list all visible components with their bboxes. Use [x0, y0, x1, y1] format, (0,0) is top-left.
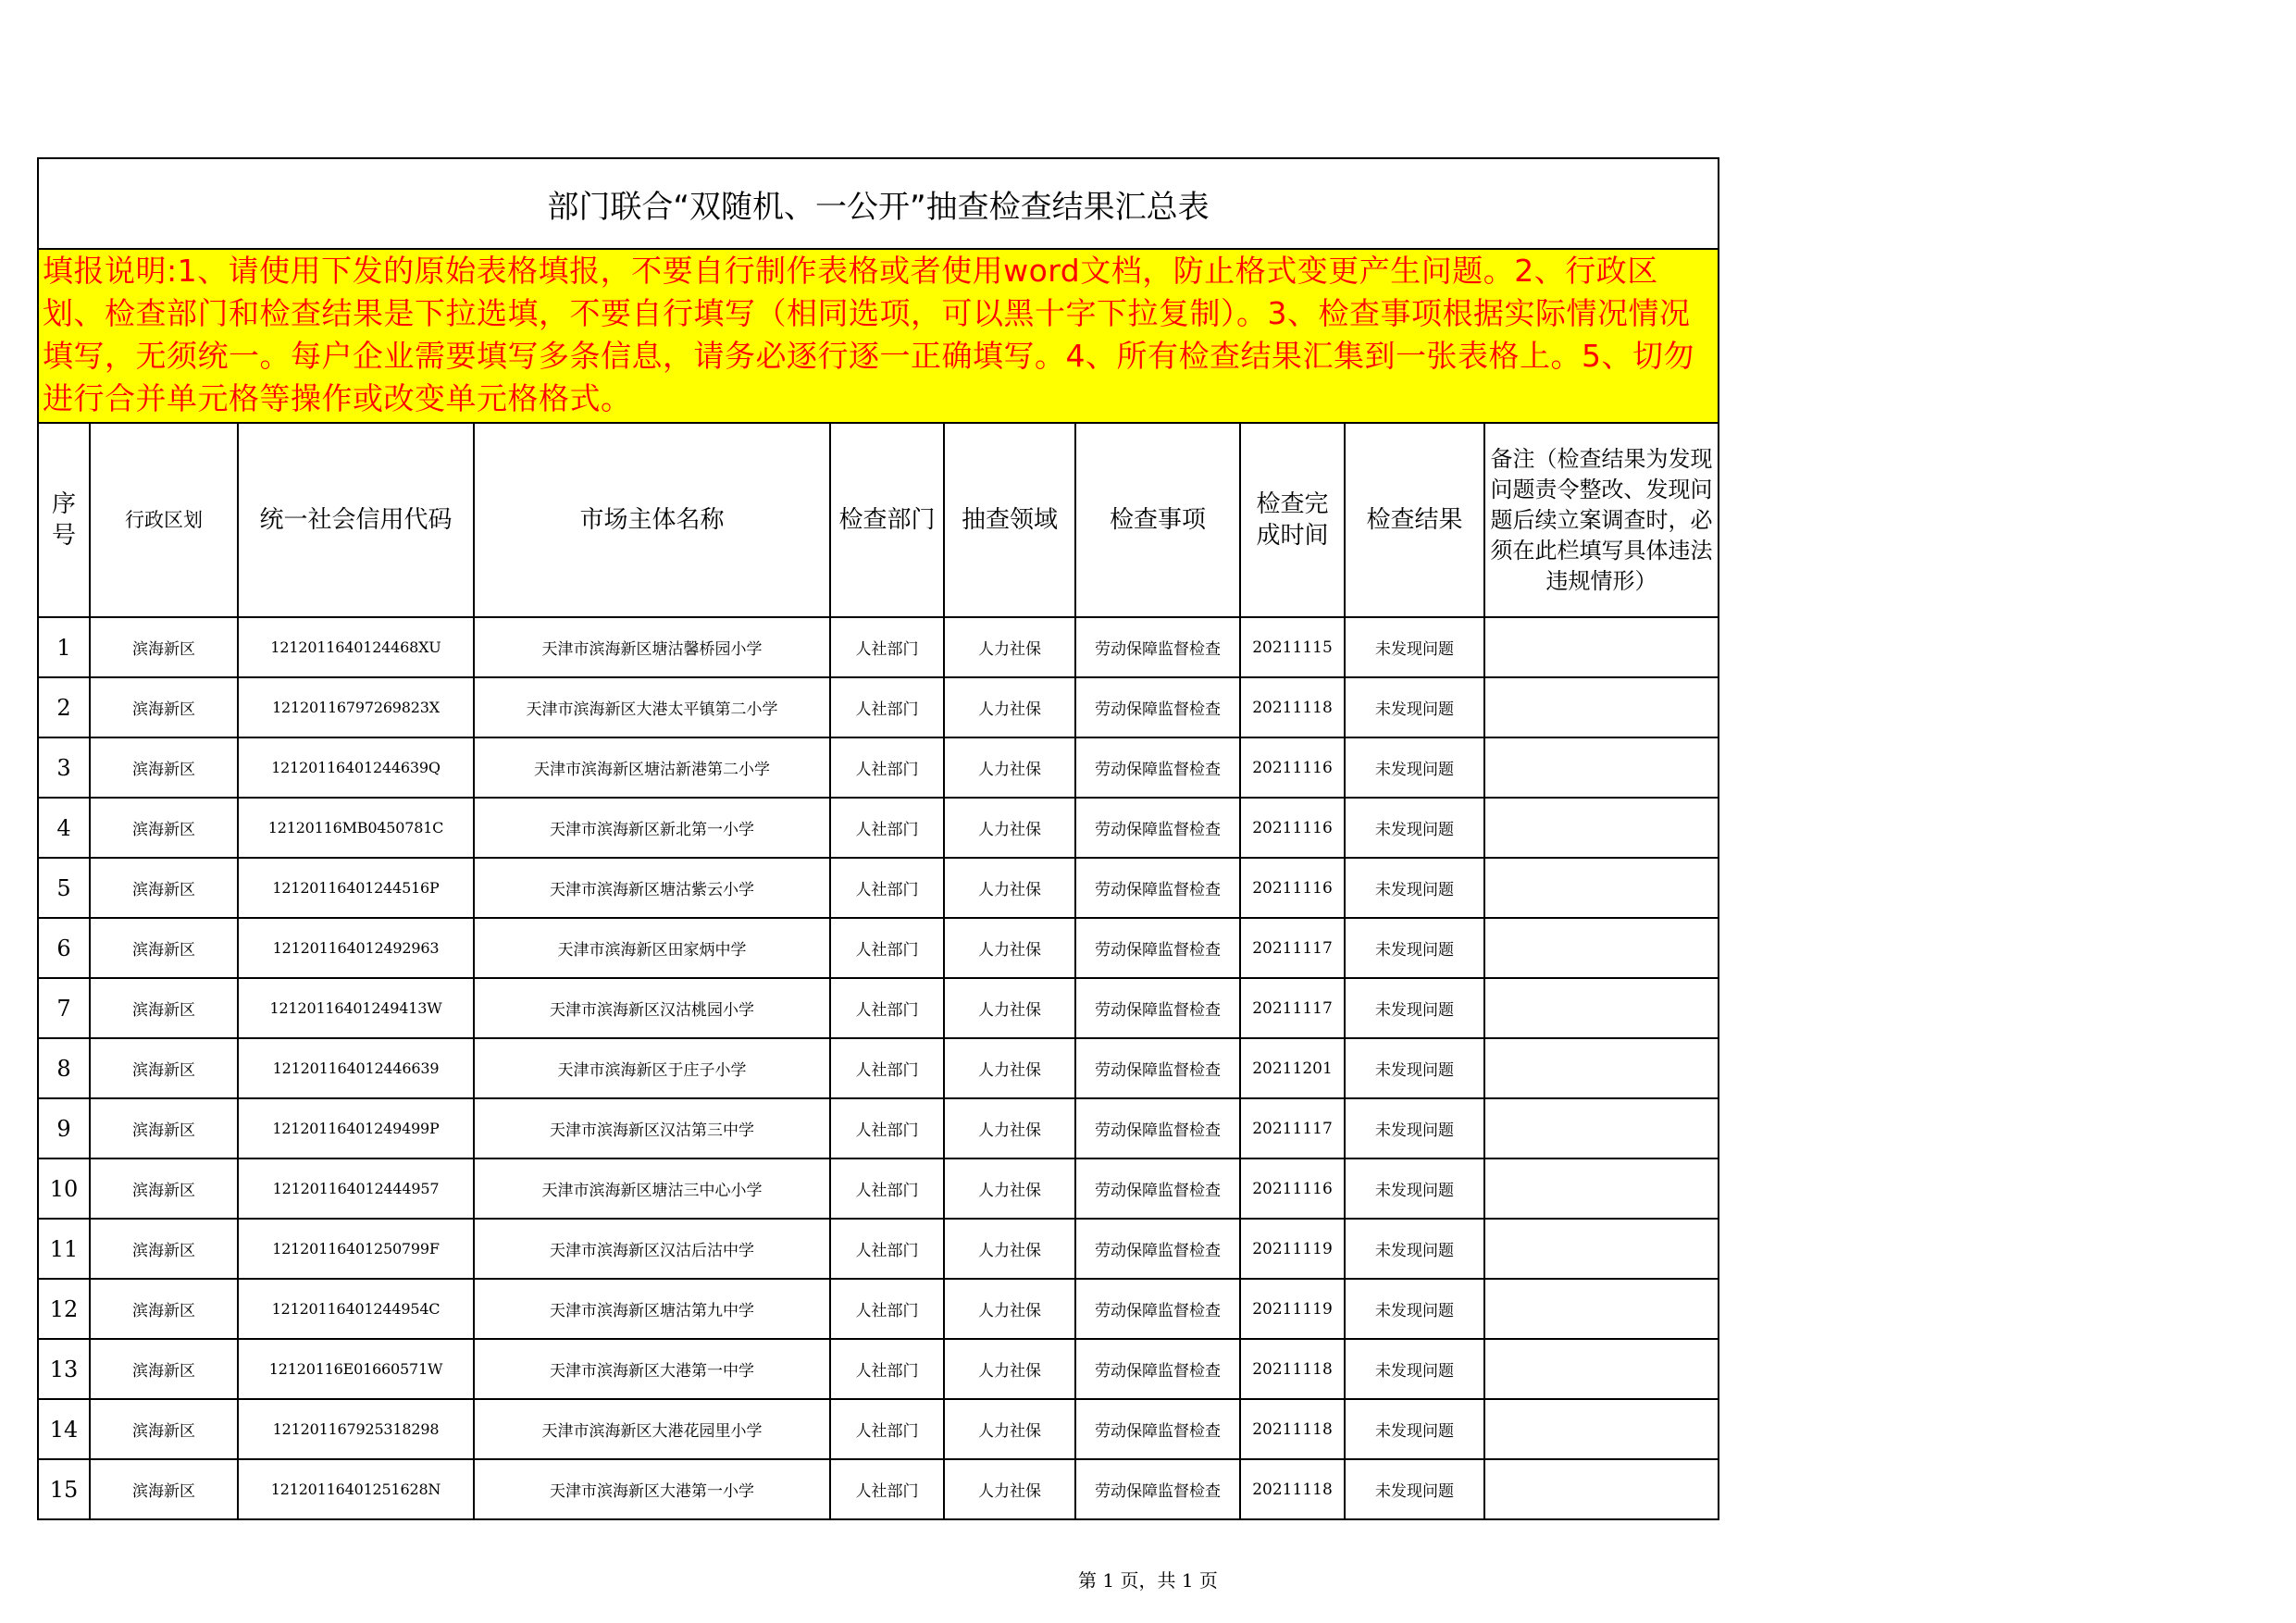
header-row: [38, 423, 1719, 617]
result-cell: 未发现问题: [1345, 677, 1484, 737]
item-cell: 劳动保障监督检查: [1075, 677, 1240, 737]
domain-cell: 人力社保: [944, 1459, 1075, 1519]
department-cell: 人社部门: [830, 1098, 944, 1158]
table-row: [38, 918, 1719, 978]
table-row: [38, 617, 1719, 677]
result-cell: 未发现问题: [1345, 1158, 1484, 1219]
completion-time-cell: 20211116: [1240, 798, 1345, 858]
district-cell: 滨海新区: [90, 1459, 238, 1519]
table-row: [38, 737, 1719, 798]
entity-name-cell: 天津市滨海新区塘沽馨桥园小学: [474, 617, 830, 677]
domain-cell: 人力社保: [944, 737, 1075, 798]
remark-cell: [1484, 798, 1719, 858]
credit-code-cell: 1212011679726982​3X: [238, 677, 474, 737]
completion-time-cell: 20211118: [1240, 1399, 1345, 1459]
table-row: [38, 1158, 1719, 1219]
seq-cell: 15: [38, 1459, 90, 1519]
remark-cell: [1484, 737, 1719, 798]
item-cell: 劳动保障监督检查: [1075, 1219, 1240, 1279]
department-cell: 人社部门: [830, 858, 944, 918]
credit-code-cell: 12120116E01660571W: [238, 1339, 474, 1399]
header-result: 检查结果: [1345, 423, 1484, 617]
completion-time-cell: 20211118: [1240, 1459, 1345, 1519]
credit-code-cell: 12120116MB0450781C: [238, 798, 474, 858]
credit-code-cell: 121201164012444957: [238, 1158, 474, 1219]
entity-name-cell: 天津市滨海新区大港太平镇第二小学: [474, 677, 830, 737]
completion-time-cell: 20211116: [1240, 737, 1345, 798]
entity-name-cell: 天津市滨海新区大港第一小学: [474, 1459, 830, 1519]
item-cell: 劳动保障监督检查: [1075, 1339, 1240, 1399]
domain-cell: 人力社保: [944, 617, 1075, 677]
table-row: [38, 677, 1719, 737]
remark-cell: [1484, 677, 1719, 737]
credit-code-cell: 121201164012492963: [238, 918, 474, 978]
domain-cell: 人力社保: [944, 677, 1075, 737]
credit-code-cell: 12120116401249499P: [238, 1098, 474, 1158]
header-department: 检查部门: [830, 423, 944, 617]
entity-name-cell: 天津市滨海新区田家炳中学: [474, 918, 830, 978]
seq-cell: 4: [38, 798, 90, 858]
completion-time-cell: 20211117: [1240, 1098, 1345, 1158]
entity-name-cell: 天津市滨海新区于庄子小学: [474, 1038, 830, 1098]
department-cell: 人社部门: [830, 677, 944, 737]
remark-cell: [1484, 1399, 1719, 1459]
domain-cell: 人力社保: [944, 1219, 1075, 1279]
domain-cell: 人力社保: [944, 1339, 1075, 1399]
seq-cell: 5: [38, 858, 90, 918]
entity-name-cell: 天津市滨海新区新北第一小学: [474, 798, 830, 858]
district-cell: 滨海新区: [90, 617, 238, 677]
domain-cell: 人力社保: [944, 1038, 1075, 1098]
domain-cell: 人力社保: [944, 798, 1075, 858]
district-cell: 滨海新区: [90, 798, 238, 858]
entity-name-cell: 天津市滨海新区大港花园里小学: [474, 1399, 830, 1459]
result-cell: 未发现问题: [1345, 1279, 1484, 1339]
table-row: [38, 1279, 1719, 1339]
remark-cell: [1484, 617, 1719, 677]
department-cell: 人社部门: [830, 918, 944, 978]
remark-cell: [1484, 1219, 1719, 1279]
completion-time-cell: 20211117: [1240, 978, 1345, 1038]
district-cell: 滨海新区: [90, 1098, 238, 1158]
completion-time-cell: 20211115: [1240, 617, 1345, 677]
item-cell: 劳动保障监督检查: [1075, 1399, 1240, 1459]
remark-cell: [1484, 1098, 1719, 1158]
domain-cell: 人力社保: [944, 1399, 1075, 1459]
credit-code-cell: 12120116401251628N: [238, 1459, 474, 1519]
result-cell: 未发现问题: [1345, 1038, 1484, 1098]
seq-cell: 3: [38, 737, 90, 798]
department-cell: 人社部门: [830, 1399, 944, 1459]
seq-cell: 1: [38, 617, 90, 677]
department-cell: 人社部门: [830, 1038, 944, 1098]
table-row: [38, 978, 1719, 1038]
fill-instructions: 填报说明:1、请使用下发的原始表格填报，不要自行制作表格或者使用word文档，防止格式变更产生问题。2、行政区划、检查部门和检查结果是下拉选填，不要自行填写（相同选项，可以黑十字下拉复制）。3、检查事项根据实际情况情况填写，无须统一。每户企业需要填写多条信息，请务必逐行逐一正确填写。4、所有检查结果汇集到一张表格上。5、切勿进行合并单元格等操作或改变单元格格式。: [38, 249, 1719, 423]
district-cell: 滨海新区: [90, 978, 238, 1038]
department-cell: 人社部门: [830, 798, 944, 858]
result-cell: 未发现问题: [1345, 858, 1484, 918]
page-footer: 第 1 页，共 1 页: [1078, 1569, 1218, 1592]
district-cell: 滨海新区: [90, 1038, 238, 1098]
completion-time-cell: 20211118: [1240, 1339, 1345, 1399]
district-cell: 滨海新区: [90, 918, 238, 978]
result-cell: 未发现问题: [1345, 1339, 1484, 1399]
domain-cell: 人力社保: [944, 1098, 1075, 1158]
department-cell: 人社部门: [830, 737, 944, 798]
result-cell: 未发现问题: [1345, 1459, 1484, 1519]
table-row: [38, 798, 1719, 858]
item-cell: 劳动保障监督检查: [1075, 858, 1240, 918]
seq-cell: 14: [38, 1399, 90, 1459]
credit-code-cell: 12120116401244639Q: [238, 737, 474, 798]
table-body: [38, 617, 1719, 1519]
page-title: 部门联合“双随机、一公开”抽查检查结果汇总表: [38, 158, 1719, 249]
header-entity-name: 市场主体名称: [474, 423, 830, 617]
header-credit-code: 统一社会信用代码: [238, 423, 474, 617]
seq-cell: 6: [38, 918, 90, 978]
department-cell: 人社部门: [830, 1339, 944, 1399]
domain-cell: 人力社保: [944, 1158, 1075, 1219]
credit-code-cell: 1212011640124468XU: [238, 617, 474, 677]
result-cell: 未发现问题: [1345, 1399, 1484, 1459]
header-remark: 备注（检查结果为发现问题责令整改、发现问题后续立案调查时，必须在此栏填写具体违法违规情形）: [1484, 423, 1719, 617]
credit-code-cell: 12120116401249413W: [238, 978, 474, 1038]
header-item: 检查事项: [1075, 423, 1240, 617]
completion-time-cell: 20211116: [1240, 858, 1345, 918]
seq-cell: 7: [38, 978, 90, 1038]
credit-code-cell: 12120116401244954C: [238, 1279, 474, 1339]
entity-name-cell: 天津市滨海新区汉沽后沽中学: [474, 1219, 830, 1279]
remark-cell: [1484, 1459, 1719, 1519]
seq-cell: 10: [38, 1158, 90, 1219]
completion-time-cell: 20211116: [1240, 1158, 1345, 1219]
remark-cell: [1484, 978, 1719, 1038]
entity-name-cell: 天津市滨海新区塘沽第九中学: [474, 1279, 830, 1339]
remark-cell: [1484, 1279, 1719, 1339]
completion-time-cell: 20211119: [1240, 1219, 1345, 1279]
entity-name-cell: 天津市滨海新区塘沽紫云小学: [474, 858, 830, 918]
department-cell: 人社部门: [830, 978, 944, 1038]
district-cell: 滨海新区: [90, 677, 238, 737]
result-cell: 未发现问题: [1345, 1098, 1484, 1158]
table-row: [38, 1219, 1719, 1279]
table-row: [38, 1399, 1719, 1459]
department-cell: 人社部门: [830, 1158, 944, 1219]
district-cell: 滨海新区: [90, 1399, 238, 1459]
department-cell: 人社部门: [830, 617, 944, 677]
credit-code-cell: 121201164012446639: [238, 1038, 474, 1098]
summary-table: [37, 157, 1719, 1520]
domain-cell: 人力社保: [944, 858, 1075, 918]
item-cell: 劳动保障监督检查: [1075, 978, 1240, 1038]
department-cell: 人社部门: [830, 1279, 944, 1339]
district-cell: 滨海新区: [90, 1339, 238, 1399]
remark-cell: [1484, 1038, 1719, 1098]
seq-cell: 9: [38, 1098, 90, 1158]
completion-time-cell: 20211118: [1240, 677, 1345, 737]
item-cell: 劳动保障监督检查: [1075, 1459, 1240, 1519]
district-cell: 滨海新区: [90, 858, 238, 918]
table-row: [38, 1339, 1719, 1399]
remark-cell: [1484, 918, 1719, 978]
result-cell: 未发现问题: [1345, 737, 1484, 798]
completion-time-cell: 20211201: [1240, 1038, 1345, 1098]
item-cell: 劳动保障监督检查: [1075, 617, 1240, 677]
result-cell: 未发现问题: [1345, 1219, 1484, 1279]
seq-cell: 13: [38, 1339, 90, 1399]
header-completion-time: 检查完成时间: [1240, 423, 1345, 617]
seq-cell: 11: [38, 1219, 90, 1279]
item-cell: 劳动保障监督检查: [1075, 1038, 1240, 1098]
remark-cell: [1484, 1158, 1719, 1219]
result-cell: 未发现问题: [1345, 617, 1484, 677]
entity-name-cell: 天津市滨海新区塘沽三中心小学: [474, 1158, 830, 1219]
entity-name-cell: 天津市滨海新区汉沽桃园小学: [474, 978, 830, 1038]
completion-time-cell: 20211119: [1240, 1279, 1345, 1339]
table-row: [38, 1459, 1719, 1519]
domain-cell: 人力社保: [944, 918, 1075, 978]
item-cell: 劳动保障监督检查: [1075, 737, 1240, 798]
credit-code-cell: 12120116401244516P: [238, 858, 474, 918]
completion-time-cell: 20211117: [1240, 918, 1345, 978]
district-cell: 滨海新区: [90, 1219, 238, 1279]
item-cell: 劳动保障监督检查: [1075, 798, 1240, 858]
district-cell: 滨海新区: [90, 1158, 238, 1219]
department-cell: 人社部门: [830, 1459, 944, 1519]
table-row: [38, 858, 1719, 918]
result-cell: 未发现问题: [1345, 798, 1484, 858]
header-seq: 序号: [38, 423, 90, 617]
department-cell: 人社部门: [830, 1219, 944, 1279]
entity-name-cell: 天津市滨海新区塘沽新港第二小学: [474, 737, 830, 798]
result-cell: 未发现问题: [1345, 978, 1484, 1038]
table-row: [38, 1038, 1719, 1098]
seq-cell: 2: [38, 677, 90, 737]
credit-code-cell: 121201167925318298: [238, 1399, 474, 1459]
seq-cell: 12: [38, 1279, 90, 1339]
entity-name-cell: 天津市滨海新区大港第一中学: [474, 1339, 830, 1399]
domain-cell: 人力社保: [944, 1279, 1075, 1339]
credit-code-cell: 12120116401250799F: [238, 1219, 474, 1279]
seq-cell: 8: [38, 1038, 90, 1098]
result-cell: 未发现问题: [1345, 918, 1484, 978]
district-cell: 滨海新区: [90, 737, 238, 798]
district-cell: 滨海新区: [90, 1279, 238, 1339]
table-row: [38, 1098, 1719, 1158]
item-cell: 劳动保障监督检查: [1075, 1158, 1240, 1219]
remark-cell: [1484, 858, 1719, 918]
header-district: 行政区划: [90, 423, 238, 617]
header-domain: 抽查领域: [944, 423, 1075, 617]
entity-name-cell: 天津市滨海新区汉沽第三中学: [474, 1098, 830, 1158]
item-cell: 劳动保障监督检查: [1075, 1279, 1240, 1339]
remark-cell: [1484, 1339, 1719, 1399]
item-cell: 劳动保障监督检查: [1075, 1098, 1240, 1158]
domain-cell: 人力社保: [944, 978, 1075, 1038]
item-cell: 劳动保障监督检查: [1075, 918, 1240, 978]
